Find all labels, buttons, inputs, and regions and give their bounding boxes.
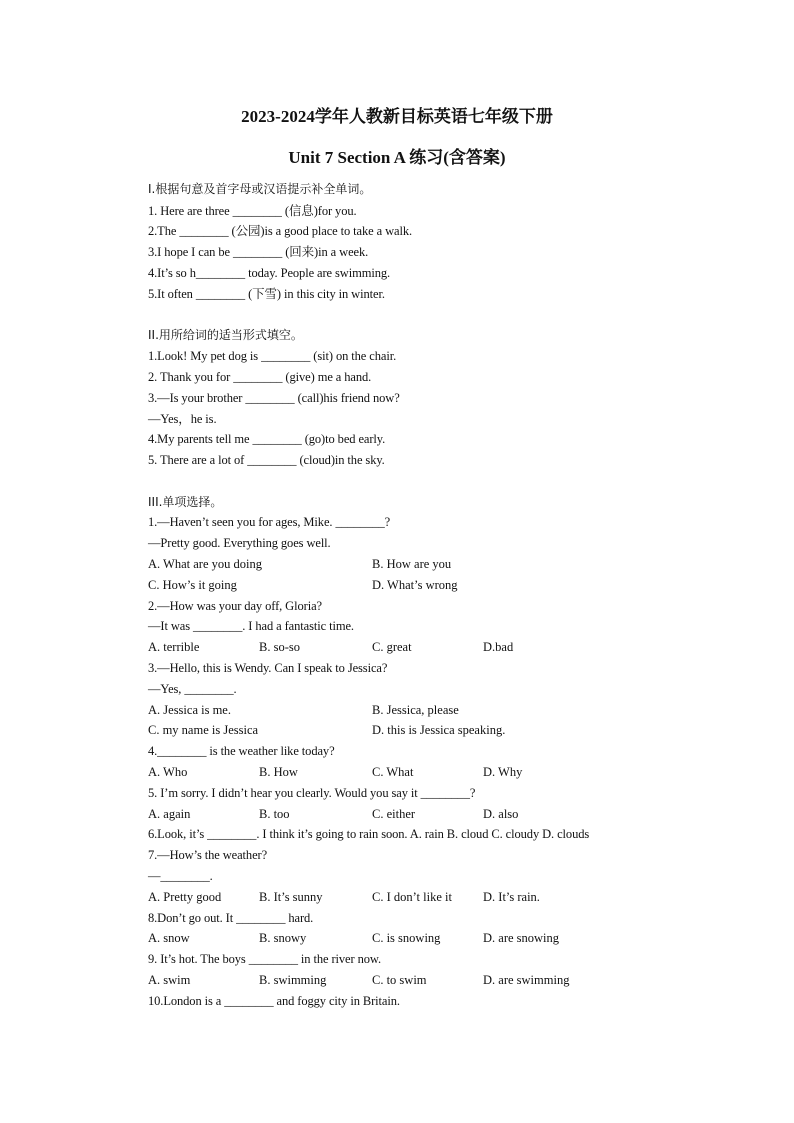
q9-option-c: C. to swim — [372, 973, 427, 987]
q7-stem: 7.—How’s the weather? — [148, 848, 268, 862]
q8-option-c: C. is snowing — [372, 931, 441, 945]
s2-item-4: 4.My parents tell me ________ (go)to bed early. — [148, 432, 386, 446]
q1-option-a: A. What are you doing — [148, 557, 262, 571]
q9-stem: 9. It’s hot. The boys ________ in the river now. — [148, 952, 382, 966]
q8-stem: 8.Don’t go out. It ________ hard. — [148, 911, 314, 925]
s2-item-5: 5. There are a lot of ________ (cloud)in the sky. — [148, 453, 385, 467]
q9-option-d: D. are swimming — [483, 973, 570, 987]
s2-item-3-answer: —Yes，he is. — [148, 412, 217, 426]
s2-item-3: 3.—Is your brother ________ (call)his friend now? — [148, 391, 400, 405]
q2-stem: 2.—How was your day off, Gloria? — [148, 599, 322, 613]
q4-option-b: B. How — [259, 765, 298, 779]
q4-option-d: D. Why — [483, 765, 523, 779]
document-subtitle: Unit 7 Section A 练习(含答案) — [288, 148, 506, 167]
q4-option-a: A. Who — [148, 765, 188, 779]
s1-item-4: 4.It’s so h________ today. People are swimming. — [148, 266, 391, 280]
q2-option-a: A. terrible — [148, 640, 200, 654]
q3-stem: 3.—Hello, this is Wendy. Can I speak to Jessica? — [148, 661, 388, 675]
q7-option-b: B. It’s sunny — [259, 890, 323, 904]
q3-option-a: A. Jessica is me. — [148, 703, 231, 717]
q3-option-c: C. my name is Jessica — [148, 723, 259, 737]
q1-option-b: B. How are you — [372, 557, 452, 571]
q1-stem: 1.—Haven’t seen you for ages, Mike. ________? — [148, 515, 391, 529]
q8-option-b: B. snowy — [259, 931, 307, 945]
q5-option-d: D. also — [483, 807, 519, 821]
q4-option-c: C. What — [372, 765, 414, 779]
q4-stem: 4.________ is the weather like today? — [148, 744, 335, 758]
s1-item-3: 3.I hope I can be ________ (回来)in a week. — [148, 245, 369, 259]
q5-option-a: A. again — [148, 807, 191, 821]
q5-option-c: C. either — [372, 807, 416, 821]
q1-line2: —Pretty good. Everything goes well. — [148, 536, 331, 550]
s1-item-1: 1. Here are three ________ (信息)for you. — [148, 204, 357, 218]
s1-item-2: 2.The ________ (公园)is a good place to take a walk. — [148, 224, 413, 238]
q10-stem: 10.London is a ________ and foggy city in Britain. — [148, 994, 400, 1008]
q5-option-b: B. too — [259, 807, 290, 821]
q5-stem: 5. I’m sorry. I didn’t hear you clearly. Would you say it ________? — [148, 786, 476, 800]
q3-line2: —Yes, ________. — [148, 682, 237, 696]
q7-option-d: D. It’s rain. — [483, 890, 540, 904]
s2-item-2: 2. Thank you for ________ (give) me a hand. — [148, 370, 372, 384]
s1-item-5: 5.It often ________ (下雪) in this city in winter. — [148, 287, 385, 301]
q9-option-a: A. swim — [148, 973, 191, 987]
q2-option-d: D.bad — [483, 640, 514, 654]
section-2-heading: II.用所给词的适当形式填空。 — [148, 328, 303, 342]
q2-option-b: B. so-so — [259, 640, 300, 654]
q7-option-a: A. Pretty good — [148, 890, 222, 904]
document-title: 2023-2024学年人教新目标英语七年级下册 — [241, 107, 553, 126]
q2-line2: —It was ________. I had a fantastic time. — [148, 619, 354, 633]
q6-stem: 6.Look, it’s ________. I think it’s going to rain soon. A. rain B. cloud C. cloudy D. clouds — [148, 827, 590, 841]
q7-option-c: C. I don’t like it — [372, 890, 452, 904]
q1-option-c: C. How’s it going — [148, 578, 237, 592]
section-3-heading: III.单项选择。 — [148, 495, 223, 509]
q3-option-b: B. Jessica, please — [372, 703, 459, 717]
q3-option-d: D. this is Jessica speaking. — [372, 723, 506, 737]
s2-item-1: 1.Look! My pet dog is ________ (sit) on the chair. — [148, 349, 397, 363]
q7-line2: —________. — [148, 869, 213, 883]
section-1-heading: I.根据句意及首字母或汉语提示补全单词。 — [148, 182, 372, 196]
q8-option-d: D. are snowing — [483, 931, 560, 945]
q2-option-c: C. great — [372, 640, 412, 654]
q8-option-a: A. snow — [148, 931, 190, 945]
q1-option-d: D. What’s wrong — [372, 578, 458, 592]
q9-option-b: B. swimming — [259, 973, 327, 987]
